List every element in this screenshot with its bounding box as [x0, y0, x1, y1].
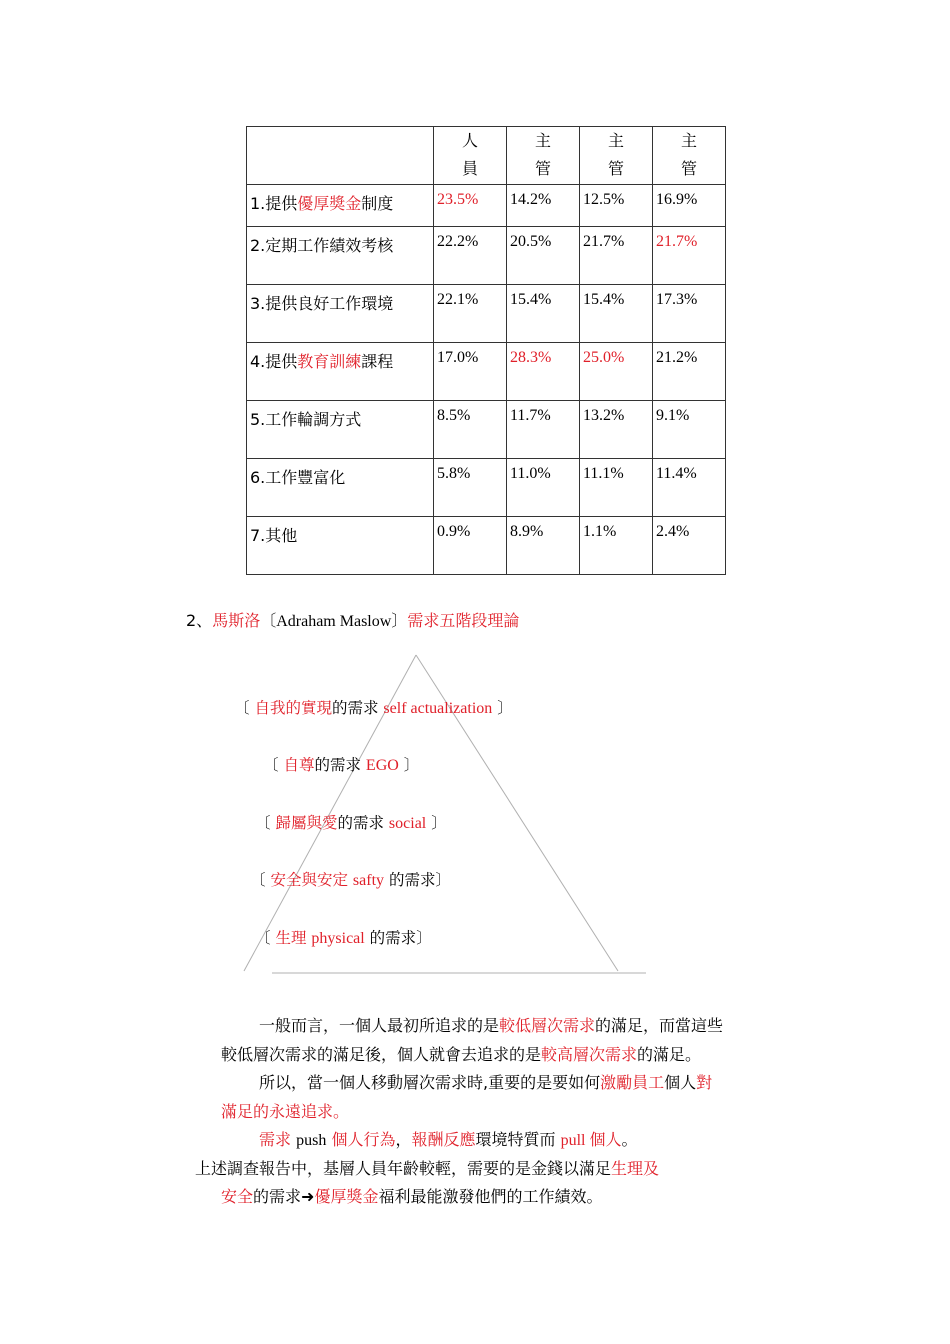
paragraph-line-3 [259, 1070, 712, 1093]
level-latin: social [388, 815, 427, 832]
text: 的需求➜ [253, 1187, 315, 1206]
paragraph-line-1 [259, 1013, 723, 1036]
paragraph-line-4 [221, 1099, 349, 1122]
highlight: 滿足的永遠追求。 [221, 1102, 350, 1121]
text: push [296, 1132, 327, 1149]
bracket-close: 〕 [403, 756, 420, 774]
bracket-open: 〔 [250, 871, 266, 889]
text: 的滿足，而當這些 [595, 1016, 724, 1035]
value-cell: 1.1% [580, 517, 653, 575]
value-cell: 11.7% [507, 401, 580, 459]
level-highlight: 自尊 [283, 756, 315, 774]
value-cell: 13.2% [580, 401, 653, 459]
value-cell: 0.9% [434, 517, 507, 575]
value-cell: 28.3% [507, 343, 580, 401]
pyramid-level-social [255, 811, 447, 833]
row-label: 1.提供優厚獎金制度 [247, 185, 434, 227]
header-cell: 主 管 [507, 127, 580, 185]
level-text: 的需求 [331, 699, 379, 717]
heading-close-bracket: 〕 [391, 611, 408, 630]
value-cell: 12.5% [580, 185, 653, 227]
row-label: 5.工作輪調方式 [247, 401, 434, 459]
value-cell: 21.2% [653, 343, 726, 401]
bracket-close: 〕 [497, 699, 513, 717]
highlight: 較低層次需求 [499, 1016, 596, 1035]
heading-latin-name: Adraham Maslow [276, 613, 392, 630]
level-highlight: 生理 [275, 929, 307, 947]
level-highlight: 歸屬與愛 [275, 814, 338, 832]
text: 一般而言，一個人最初所追求的是 [259, 1016, 500, 1035]
text: 福利最能激發他們的工作績效。 [378, 1187, 603, 1206]
highlight: 個人行為 [331, 1130, 396, 1149]
level-latin: EGO [365, 757, 399, 774]
bracket-open: 〔 [234, 699, 250, 717]
highlight: 優厚獎金 [314, 1187, 379, 1206]
value-cell: 21.7% [653, 227, 726, 285]
level-highlight: 安全與安定 [270, 871, 348, 889]
paragraph-line-7 [221, 1184, 602, 1207]
bracket-open: 〔 [255, 929, 271, 947]
highlight: pull 個人 [560, 1132, 622, 1149]
pyramid-level-safety [250, 868, 451, 890]
highlight: 對 [696, 1073, 713, 1092]
text: 。 [621, 1130, 638, 1149]
level-text: 的需求 [314, 756, 361, 774]
value-cell: 17.0% [434, 343, 507, 401]
level-text: 的需求 [388, 871, 436, 889]
bracket-close: 〕 [416, 929, 432, 947]
paragraph-line-6 [195, 1156, 659, 1179]
value-cell: 11.0% [507, 459, 580, 517]
highlight: 報酬反應 [411, 1130, 476, 1149]
row-label: 6.工作豐富化 [247, 459, 434, 517]
text: 上述調查報告中，基層人員年齡較輕，需要的是金錢以滿足 [195, 1159, 612, 1178]
value-cell: 22.2% [434, 227, 507, 285]
level-latin: safty [352, 872, 385, 889]
level-text: 的需求 [337, 814, 384, 832]
value-cell: 15.4% [580, 285, 653, 343]
value-cell: 20.5% [507, 227, 580, 285]
pyramid-level-ego [263, 753, 419, 775]
header-cell: 主 管 [580, 127, 653, 185]
value-cell: 8.5% [434, 401, 507, 459]
heading-title: 需求五階段理論 [407, 611, 520, 630]
paragraph-line-5 [259, 1127, 638, 1150]
text: 環境特質而 [475, 1130, 556, 1149]
row-label: 2.定期工作績效考核 [247, 227, 434, 285]
text: 個人 [664, 1073, 697, 1092]
text: 較低層次需求的滿足後，個人就會去追求的是 [221, 1045, 542, 1064]
value-cell: 15.4% [507, 285, 580, 343]
bracket-open: 〔 [255, 814, 271, 832]
level-text: 的需求 [369, 929, 417, 947]
value-cell: 5.8% [434, 459, 507, 517]
text: ， [395, 1130, 412, 1149]
bracket-open: 〔 [263, 756, 279, 774]
paragraph-line-2 [221, 1042, 701, 1065]
highlight: 較高層次需求 [541, 1045, 638, 1064]
header-cell: 人 員 [434, 127, 507, 185]
text: 的滿足。 [637, 1045, 702, 1064]
row-label: 3.提供良好工作環境 [247, 285, 434, 343]
value-cell: 23.5% [434, 185, 507, 227]
value-cell: 17.3% [653, 285, 726, 343]
bracket-close: 〕 [435, 871, 451, 889]
value-cell: 16.9% [653, 185, 726, 227]
text: 所以，當一個人移動層次需求時,重要的是要如何 [259, 1073, 601, 1092]
value-cell: 25.0% [580, 343, 653, 401]
highlight: 需求 [259, 1130, 292, 1149]
value-cell: 11.1% [580, 459, 653, 517]
heading-name: 馬斯洛 [212, 611, 261, 630]
row-label: 4.提供教育訓練課程 [247, 343, 434, 401]
highlight: 生理及 [611, 1159, 660, 1178]
heading-number: 2、 [186, 611, 213, 630]
pyramid-level-self-actualization [234, 696, 513, 718]
value-cell: 8.9% [507, 517, 580, 575]
row-label: 7.其他 [247, 517, 434, 575]
level-latin: self actualization [383, 700, 493, 717]
header-cell: 主 管 [653, 127, 726, 185]
bracket-close: 〕 [431, 814, 447, 832]
value-cell: 2.4% [653, 517, 726, 575]
heading-open-bracket: 〔 [260, 611, 277, 630]
value-cell: 14.2% [507, 185, 580, 227]
value-cell: 22.1% [434, 285, 507, 343]
value-cell: 21.7% [580, 227, 653, 285]
level-latin: physical [311, 930, 365, 947]
level-highlight: 自我的實現 [254, 699, 332, 717]
highlight: 激勵員工 [600, 1073, 665, 1092]
value-cell: 11.4% [653, 459, 726, 517]
highlight: 安全 [221, 1187, 254, 1206]
pyramid-level-physiological [255, 926, 432, 948]
value-cell: 9.1% [653, 401, 726, 459]
